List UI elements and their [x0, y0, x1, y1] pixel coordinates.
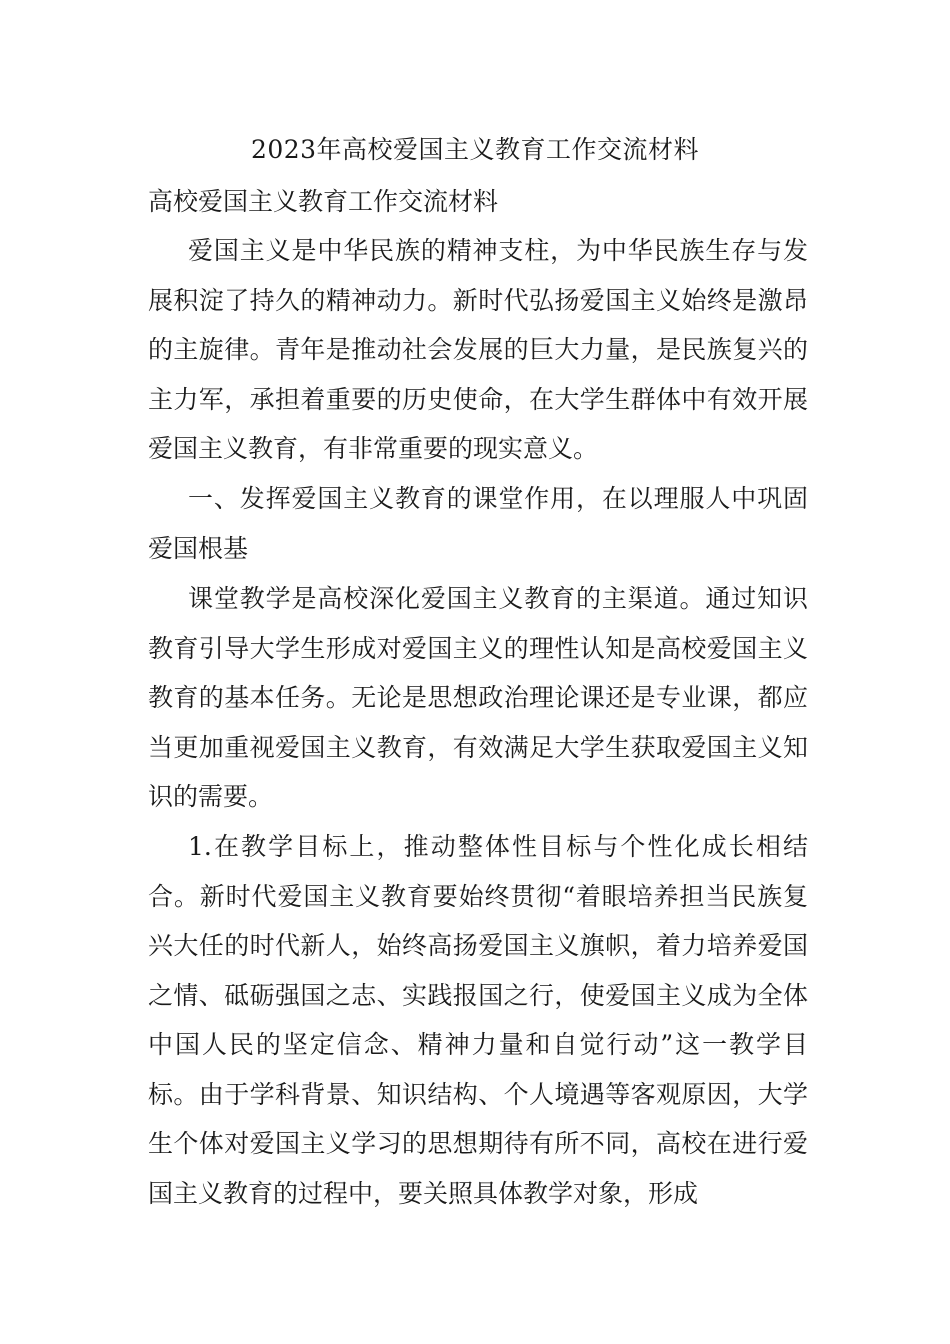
section-heading: 一、发挥爱国主义教育的课堂作用，在以理服人中巩固爱国根基 — [148, 484, 808, 563]
document-title: 2023年高校爱国主义教育工作交流材料 — [250, 135, 700, 164]
document-subtitle: 高校爱国主义教育工作交流材料 — [148, 187, 499, 216]
body-paragraph: 1.在教学目标上，推动整体性目标与个性化成长相结合。新时代爱国主义教育要始终贯彻“着眼培养担当民族复兴大任的时代新人，始终高扬爱国主义旗帜，着力培养爱国之情、砥砺强国之志、实践报国之行，使爱国主义成为全体中国人民的坚定信念、精神力量和自觉行动”这一教学目标。由于学科背景、知识结构、个人境遇等客观原因，大学生个体对爱国主义学习的思想期待有所不同，高校在进行爱国主义教育的过程中，要关照具体教学对象，形成 — [148, 832, 808, 1208]
body-paragraph: 课堂教学是高校深化爱国主义教育的主渠道。通过知识教育引导大学生形成对爱国主义的理性认知是高校爱国主义教育的基本任务。无论是思想政治理论课还是专业课，都应当更加重视爱国主义教育，有效满足大学生获取爱国主义知识的需要。 — [148, 584, 808, 811]
body-paragraph: 爱国主义是中华民族的精神支柱，为中华民族生存与发展积淀了持久的精神动力。新时代弘扬爱国主义始终是激昂的主旋律。青年是推动社会发展的巨大力量，是民族复兴的主力军，承担着重要的历史使命，在大学生群体中有效开展爱国主义教育，有非常重要的现实意义。 — [148, 236, 808, 463]
